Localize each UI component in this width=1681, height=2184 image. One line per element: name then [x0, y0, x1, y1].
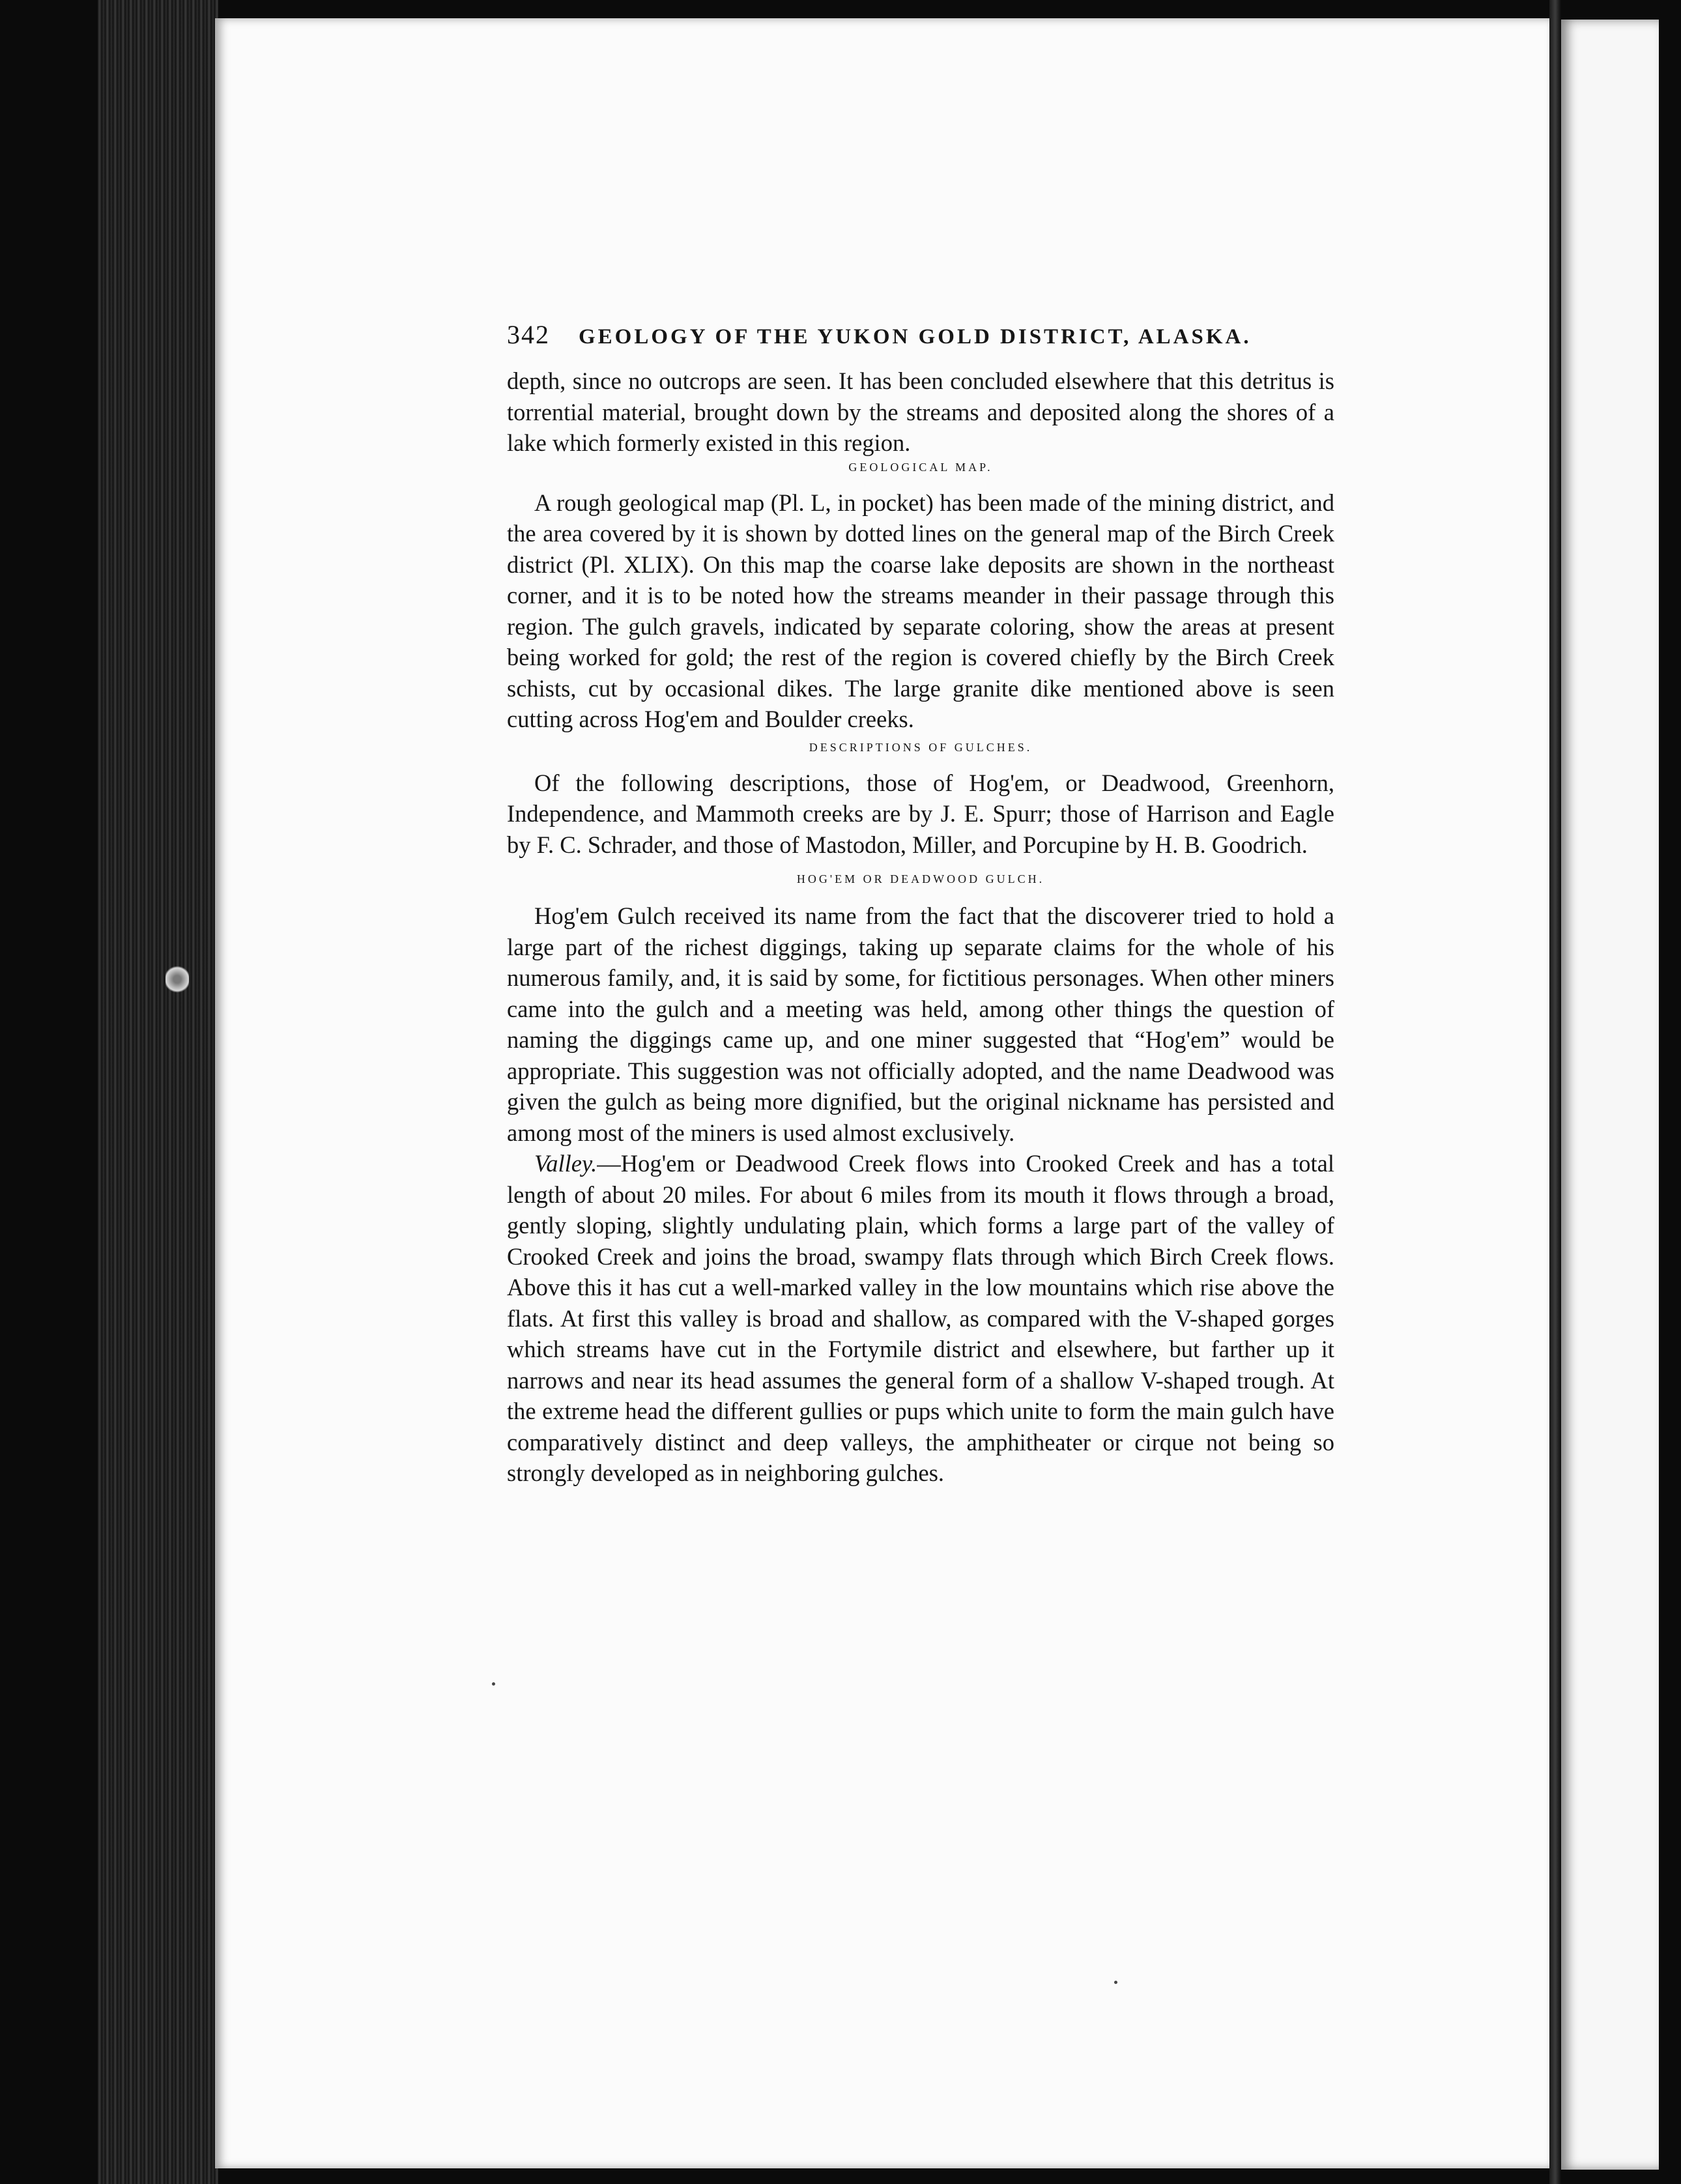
running-title: GEOLOGY OF THE YUKON GOLD DISTRICT, ALASKA. [579, 325, 1252, 349]
page-speck [1114, 1981, 1117, 1984]
page-gutter [1549, 0, 1561, 2184]
paragraph-geological-map: A rough geological map (Pl. L, in pocket) has been made of the mining district, and the area covered by it is shown by dotted lines on the general map of the Birch Creek district (Pl. XLIX). On this map the coarse lake deposits are shown in the northeast corner, and it is to be noted how the streams meander in their passage through this region. The gulch gravels, indicated by separate coloring, show the areas at present being worked for gold; the rest of the region is covered chiefly by the Birch Creek schists, cut by occasional dikes. The large granite dike mentioned above is seen cutting across Hog'em and Boulder creeks. [507, 489, 1334, 732]
section-title-hogem-gulch: HOG'EM OR DEADWOOD GULCH. [796, 872, 1045, 885]
paragraph-descriptions: Of the following descriptions, those of Hog'em, or Deadwood, Greenhorn, Independence, and Mammoth creeks are by J. E. Spurr; those of Harrison and Eagle by F. C. Schrader, and those of Mastodon, Miller, and Porcupine by H. B. Goodrich. [507, 769, 1334, 858]
facing-page-edge [1561, 20, 1659, 2170]
margin-smudge [165, 964, 189, 994]
runin-heading-valley: Valley. [534, 1150, 597, 1177]
section-title-descriptions: DESCRIPTIONS OF GULCHES. [809, 740, 1033, 754]
paragraph-valley [507, 1148, 1334, 1489]
section-title-geological-map: GEOLOGICAL MAP. [848, 460, 993, 474]
paragraph-continuation: depth, since no outcrops are seen. It has been concluded elsewhere that this detritus is torrential material, brought down by the streams and deposited along the shores of a lake which formerly existed in this region. [507, 367, 1334, 456]
paragraph-valley-text: —Hog'em or Deadwood Creek flows into Crooked Creek and has a total length of about 20 miles. For about 6 miles from its mouth it flows through a broad, gently sloping, slightly undulating plain, which forms a large part of the valley of Crooked Creek and joins the broad, swampy flats through which Birch Creek flows. Above this it has cut a well-marked valley in the low mountains which rise above the flats. At first this valley is broad and shallow, as compared with the V-shaped gorges which streams have cut in the Fortymile district and elsewhere, but farther up it narrows and near its head assumes the general form of a shallow V-shaped trough. At the extreme head the different gullies or pups which unite to form the main gulch have comparatively distinct and deep valleys, the amphitheater or cirque not being so strongly developed as in neighboring gulches. [507, 1150, 1334, 1486]
running-head [507, 319, 1334, 350]
page-text-block [507, 319, 1334, 1489]
book-spine-edge [98, 0, 218, 2184]
margin-dot [492, 1682, 495, 1686]
page-number: 342 [507, 320, 550, 349]
paragraph-hogem-name: Hog'em Gulch received its name from the fact that the discoverer tried to hold a large part of the richest diggings, taking up separate claims for the whole of his numerous family, and, it is said by some, for fictitious personages. When other miners came into the gulch and a meeting was held, among other things the question of naming the diggings came up, and one miner suggested that “Hog'em” would be appropriate. This suggestion was not officially adopted, and the name Deadwood was given the gulch as being more dignified, but the original nickname has persisted and among most of the miners is used almost exclusively. [507, 902, 1334, 1146]
